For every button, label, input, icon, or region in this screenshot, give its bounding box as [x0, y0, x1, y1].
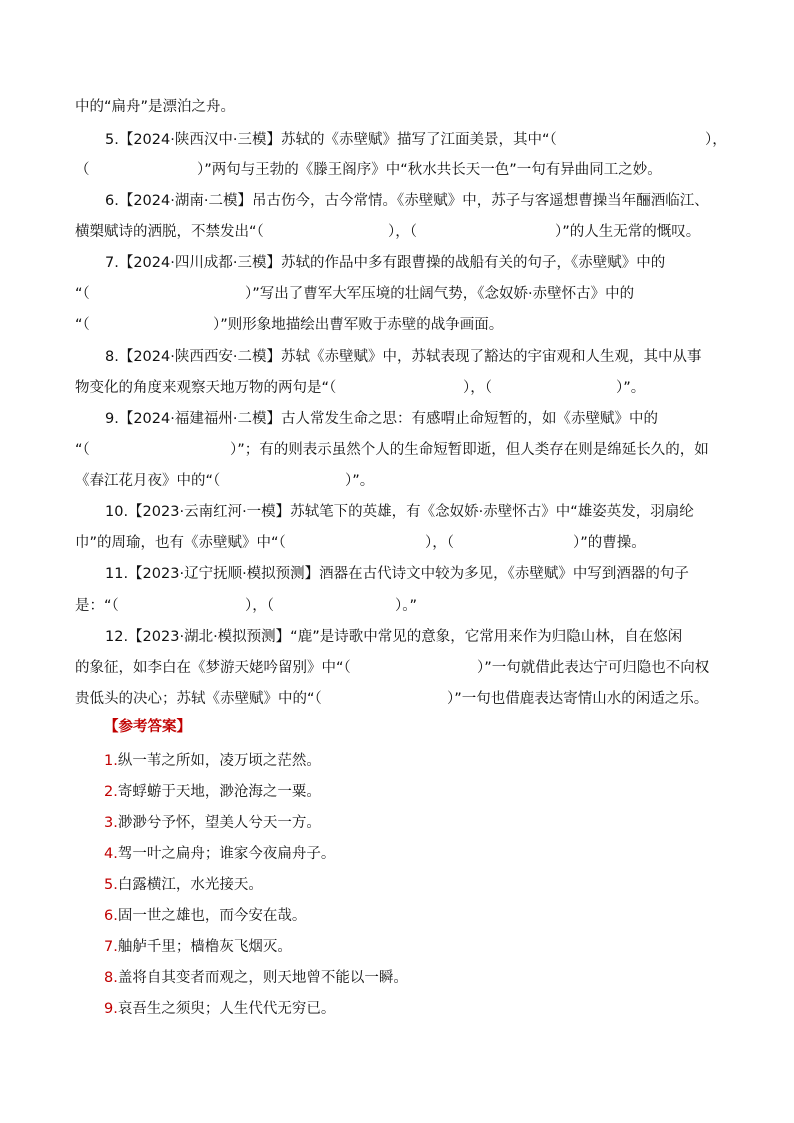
question-6-line-2 [75, 222, 725, 242]
blank-separator: ），（ [425, 535, 454, 551]
blank-separator: ），（ [245, 598, 274, 614]
answers-heading: 【参考答案】 [104, 719, 191, 735]
answer-item [104, 844, 335, 864]
answer-number: 2. [104, 784, 118, 800]
answer-text: 渺渺兮予怀，望美人兮天一方。 [117, 815, 321, 831]
question-12-text-3: 贵低头的决心；苏轼《赤壁赋》中的“（ [75, 691, 322, 707]
question-8-line-1: 8.【2024·陕西西安·二模】苏轼《赤壁赋》中，苏轼表现了豁达的宇宙观和人生观，其中从事 [105, 349, 702, 365]
blank-separator: ），（ [463, 380, 492, 396]
blank-open: （ [75, 162, 90, 178]
question-6-text: 横槊赋诗的洒脱，不禁发出“（ [75, 224, 264, 240]
question-5-line-1 [105, 130, 725, 150]
answer-item [104, 813, 321, 833]
question-12-line-3 [75, 689, 725, 709]
question-5-line-2 [75, 160, 725, 180]
question-8-line-2 [75, 378, 725, 398]
question-10-line-1: 10.【2023·云南红河·一模】苏轼笔下的英雄，有《念奴娇·赤壁怀古》中“雄姿英发，羽扇纶 [105, 504, 694, 520]
answer-item [104, 875, 263, 895]
question-11-line-1: 11.【2023·辽宁抚顺·模拟预测】酒器在古代诗文中较为多见，《赤壁赋》中写到酒器的句子 [105, 566, 689, 582]
question-9-line-1: 9.【2024·福建福州·二模】古人常发生命之思：有感喟止命短暂的，如《赤壁赋》中的 [105, 411, 658, 427]
answer-text: 盖将自其变者而观之，则天地曾不能以一瞬。 [117, 970, 408, 986]
question-11-text: 是：“（ [75, 598, 119, 614]
question-7-text-2: ）”写出了曹军大军压境的壮阔气势，《念奴娇·赤壁怀古》中的 [245, 286, 635, 302]
question-12-line-2 [75, 658, 725, 678]
answer-number: 9. [104, 1001, 118, 1017]
question-12-text: 的象征，如李白在《梦游天姥吟留别》中“（ [75, 660, 351, 676]
question-12-text-4: ）”一句也借鹿表达寄情山水的闲适之乐。 [447, 691, 709, 707]
answer-text: 白露横江，水光接天。 [117, 877, 263, 893]
answer-item [104, 906, 306, 926]
question-5-text: 5.【2024·陕西汉中·三模】苏轼的《赤壁赋》描写了江面美景，其中“（ [105, 132, 557, 148]
question-9-text-2: ）”；有的则表示虽然个人的生命短暂即逝，但人类存在则是绵延长久的，如 [230, 442, 709, 458]
answer-number: 3. [104, 815, 118, 831]
question-10-text: 巾”的周瑜，也有《赤壁赋》中“（ [75, 535, 286, 551]
blank-open: “（ [75, 286, 90, 302]
question-12-text-2: ）”一句就借此表达宁可归隐也不向权 [477, 660, 710, 676]
question-6-line-1: 6.【2024·湖南·二模】吊古伤今，古今常情。《赤壁赋》中，苏子与客遥想曹操当年酾酒临江、 [105, 193, 709, 209]
blank-close: ）”。 [616, 380, 646, 396]
answer-item [104, 968, 408, 988]
question-12-line-1: 12.【2023·湖北·模拟预测】“鹿”是诗歌中常见的意象，它常用来作为归隐山林，自在悠闲 [105, 629, 683, 645]
blank-separator: ），（ [388, 224, 417, 240]
blank-close: ）， [705, 132, 727, 148]
answer-number: 1. [104, 753, 118, 769]
answer-text: 纵一苇之所如，凌万顷之茫然。 [117, 753, 321, 769]
question-10-line-2 [75, 533, 725, 553]
answer-number: 8. [104, 970, 118, 986]
answer-item [104, 937, 292, 957]
question-6-text-2: ）”的人生无常的慨叹。 [555, 224, 701, 240]
answer-item [104, 782, 321, 802]
blank-open: “（ [75, 442, 90, 458]
question-11-line-2 [75, 596, 725, 616]
blank-close: ）。” [395, 598, 418, 614]
answer-number: 5. [104, 877, 118, 893]
question-7-text-3: ）”则形象地描绘出曹军败于赤壁的战争画面。 [213, 317, 504, 333]
answer-number: 6. [104, 908, 118, 924]
question-8-text: 物变化的角度来观察天地万物的两句是“（ [75, 380, 337, 396]
question-7-line-2 [75, 284, 725, 304]
question-9-text-3: 《春江花月夜》中的“（ [75, 473, 221, 489]
answer-text: 固一世之雄也，而今安在哉。 [117, 908, 307, 924]
answer-number: 4. [104, 846, 118, 862]
answer-text: 舳舻千里；樯橹灰飞烟灭。 [117, 939, 292, 955]
answer-number: 7. [104, 939, 118, 955]
answer-item [104, 999, 335, 1019]
answer-text: 寄蜉蝣于天地，渺沧海之一粟。 [117, 784, 321, 800]
question-10-text-2: ）”的曹操。 [573, 535, 646, 551]
blank-open: “（ [75, 317, 90, 333]
question-7-line-1: 7.【2024·四川成都·三模】苏轼的作品中多有跟曹操的战船有关的句子，《赤壁赋》中的 [105, 255, 666, 271]
question-5-text-2: ）”两句与王勃的《滕王阁序》中“秋水共长天一色”一句有异曲同工之妙。 [197, 162, 662, 178]
text-line: 中的“扁舟”是漂泊之舟。 [75, 99, 236, 115]
answer-item [104, 751, 321, 771]
blank-close: ）”。 [345, 473, 375, 489]
question-9-line-2 [75, 440, 725, 460]
answer-text: 哀吾生之须臾；人生代代无穷已。 [117, 1001, 336, 1017]
question-7-line-3 [75, 315, 725, 335]
answer-text: 驾一叶之扁舟；谁家今夜扁舟子。 [117, 846, 336, 862]
question-9-line-3 [75, 471, 725, 491]
